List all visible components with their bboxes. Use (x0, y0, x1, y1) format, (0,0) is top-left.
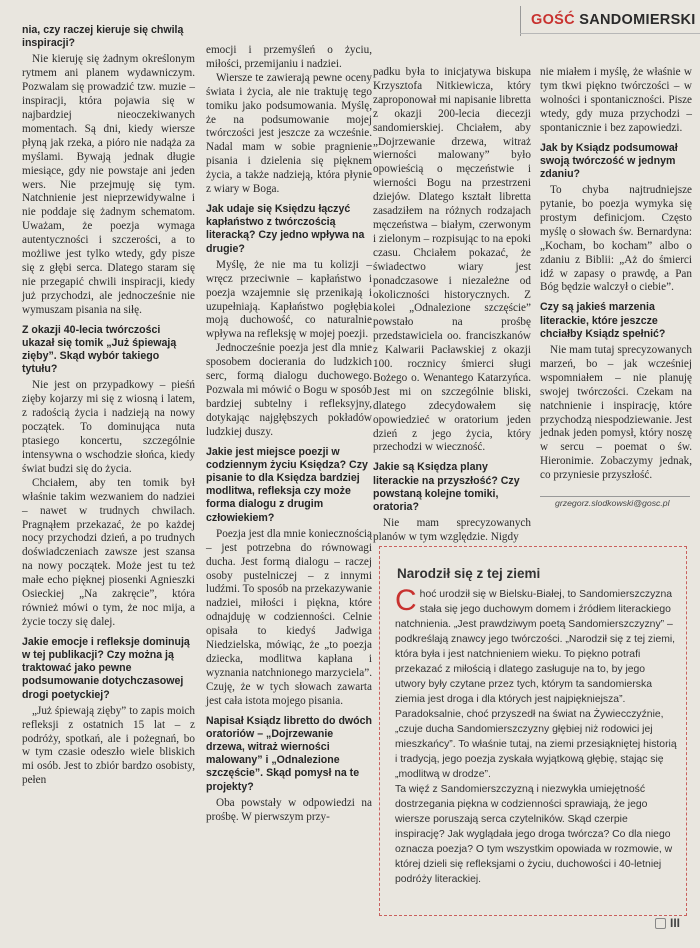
answer: Wiersze te zawierają pewne oceny świata i życia, ale nie traktuję tego tomiku jako podsumowania. Myślę, że na podsumowanie mojej twórczości jest jeszcze za wcześnie. Nadal mam w sobie pragnienie pisania i dzielenia się pięknem życia, a także nadzieją, która płynie z wiary w Boga. (206, 71, 372, 196)
answer: Jednocześnie poezja jest dla mnie sposobem docierania do ludzkich serc, formą dialogu duchowego. Pozwala mi mówić o Bogu w sposób bardziej subtelny i refleksyjny, dotykając najgłębszych pokładów ludzkiej duszy. (206, 342, 372, 438)
box-paragraph-text: hoć urodził się w Bielsku-Białej, to Sandomierszczyzna stała się jego duchowym domem i źródłem literackiego natchnienia. „Jest prawdziwym poetą Sandomierszczyzny” – podkreślają znawcy jego twórczości. „Narodził się z tej ziemi, która była i jest natchnieniem wieku. To piękno potrafi przekazać z miłością i dlatego zasługuje na to, by jego utwory były czytane przez tych, którym ta sandomierska ziemia jest droga i dla których jest najpiękniejsza”. (395, 589, 676, 705)
answer: emocji i przemyśleń o życiu, miłości, przemijaniu i nadziei. (206, 44, 372, 70)
answer: padku była to inicjatywa biskupa Krzysztofa Nitkiewicza, który zaproponował mi napisanie libretta z okazji 200-lecia diecezji sandomierskiej. Chciałem, aby „Dojrzewanie drzewa, witraż wierności malowany” było opowieścią o męczeństwie i wierności Bogu na przestrzeni dziejów. Dlatego kształt libretta zasadziłem na różnych rodzajach męczeństwa – białym, czerwonym i zielonym – rozpisując to na epoki czasu. Chciałem pokazać, że świadectwo wiary jest ponadczasowe i niezależne od okoliczności historycznych. Z kolei „Odnalezione szczęście” powstało na prośbę przedstawiciela oo. franciszkanów z Kalwarii Pacławskiej z okazji 100. rocznicy śmierci sługi Bożego o. Wenantego Katarzyńca. Jest mi on szczególnie bliski, dlatego zdecydowałem się opowiedzieć w oratorium jeden dzień z jego życia, który przechodzi w wieczność. (373, 66, 531, 454)
answer: Oba powstały w odpowiedzi na prośbę. W pierwszym przy- (206, 796, 372, 823)
top-rule (520, 33, 700, 34)
question: Jakie emocje i refleksje dominują w tej publikacji? Czy można ją traktować jako pewne podsumowanie dotychczasowej drogi poetyckiej? (22, 635, 190, 701)
masthead-gosc: GOŚĆ (531, 12, 575, 28)
column-2 (206, 44, 372, 825)
author-email: grzegorz.slodkowski@gosc.pl (555, 498, 670, 508)
masthead-name: SANDOMIERSKI (579, 12, 696, 28)
question: Jakie są Księdza plany literackie na przyszłość? Czy powstaną kolejne tomiki, oratoria? (373, 461, 520, 513)
column-3 (373, 66, 531, 545)
drop-cap: C (395, 584, 417, 617)
question: Jak udaje się Księdzu łączyć kapłaństwo z twórczością literacką? Czy jedno wpływa na drugie? (206, 202, 365, 255)
answer: Nie mam sprecyzowanych planów w tym względzie. Nigdy (373, 517, 531, 544)
box-text (395, 584, 677, 887)
question: Jakie jest miejsce poezji w codziennym życiu Księdza? Czy pisanie to dla Księdza bardziej modlitwa, refleksja czy może forma dialogu z drugim człowiekiem? (206, 445, 368, 524)
question: Czy są jakieś marzenia literackie, które jeszcze chciałby Ksiądz spełnić? (540, 301, 666, 340)
answer: Myślę, że nie ma tu kolizji – wręcz przeciwnie – kapłaństwo i poezja wzajemnie się przenikają i uzupełniają. Kapłaństwo pogłębia moją duchowość, co naturalnie wpływa na refleksję w mojej poezji. (206, 258, 372, 341)
masthead-title (531, 12, 696, 28)
box-paragraph (395, 584, 677, 707)
column-4 (540, 66, 692, 483)
question: Napisał Ksiądz libretto do dwóch oratoriów – „Dojrzewanie drzewa, witraż wierności malowany” i „Odnalezione szczęście”. Skąd pomysł na te projekty? (206, 714, 372, 793)
box-title: Narodził się z tej ziemi (397, 566, 541, 581)
box-paragraph: Paradoksalnie, choć przyszedł na świat na Żywiecczyźnie, „czuje ducha Sandomierszczyzny głębiej niż rodowici jej mieszkańcy”. To właśnie tutaj, na ziemi przesiąkniętej historią i tradycją, jego poezja zyskała wyjątkową głębię, stając się „modlitwą w drodze”. (395, 709, 677, 780)
answer: Chciałem, aby ten tomik był właśnie takim wezwaniem do nadziei – nawet w trudnych chwilach. Pragnąłem przekazać, że po każdej nocy przychodzi dzień, a po trudnych doświadczeniach zawsze jest szansa na nowy początek. Może jest tu też małe echo pięknej piosenki Agnieszki Osieckiej „Na zakręcie”, która również mówi o tym, że noc mija, a życie toczy się dalej. (22, 476, 195, 628)
page-icon (655, 918, 666, 929)
column-1 (22, 24, 195, 788)
answer: Nie kieruję się żadnym określonym rytmem ani planem wydawniczym. Pozwalam się prowadzić tzw. muzie – inspiracji, która pojawia się w najbardziej nieoczekiwanych momentach. Są dni, kiedy wiersze płyną jak rzeka, a pióro nie nadąża za myślami. Bywają jednak długie miesiące, gdy nie powstaje ani jeden wers. Nie przejmuję się tym. Natchnienie jest nieprzewidywalne i nie poddaje się żadnym schematom. Uważam, że poezja wymaga autentyczności i szczerości, a to możliwe jest tylko wtedy, gdy pisze się z głębi serca. Dlatego staram się nie przegapić chwili inspiracji, kiedy już przychodzi, ale jednocześnie nie wymuszam pisania na siłę. (22, 53, 195, 316)
answer: To chyba najtrudniejsze pytanie, bo poezja wymyka się prostym definicjom. Często myślę o słowach św. Bernardyna: „Kocham, bo kocham” albo o zdaniu z Biblii: „Aż do śmierci idź w zapasy o prawdę, a Pan Bóg będzie walczył o ciebie”. (540, 184, 692, 294)
box-paragraph: Ta więź z Sandomierszczyzną i niezwykła umiejętność dostrzegania piękna w codzienności sprawiają, że jego wiersze poruszają serca czytelników. Skąd czerpie inspirację? Jak wyglądała jego droga twórcza? Co dla niego oznacza poezja? O tym wszystkim opowiada w rozmowie, w której dzieli się refleksjami o życiu, duchowości i 40-letniej podróży literackiej. (395, 784, 673, 885)
question: Jak by Ksiądz podsumował swoją twórczość w jednym zdaniu? (540, 141, 678, 180)
masthead (520, 6, 700, 36)
answer: „Już śpiewają zięby” to zapis moich refleksji z ostatnich 15 lat – z podróży, spotkań, ale i pożegnań, bo w tym czasie odeszło wiele bliskich mi osób. Jest to zbiór bardzo osobisty, pełen (22, 704, 195, 787)
answer: Poezja jest dla mnie koniecznością – jest potrzebna do równowagi ducha. Jest formą dialogu – raczej osoby pustelniczej – z innymi ludźmi. To sposób na przekazywanie nadziei, miłości i piękna, które odnajduję w codzienności. Celnie opisała to kiedyś Jadwiga Niedzielska, mówiąc, że „to poezja dziecka, modlitwa kapłana i wyznania natchnionego marzyciela”. Czuję, że w tych słowach zawarta jest cała istota mojego pisania. (206, 527, 372, 707)
answer: nie miałem i myślę, że właśnie w tym tkwi piękno twórczości – w wolności i spontaniczności. Pisze wtedy, gdy muza przychodzi – spontanicznie i bez zapowiedzi. (540, 66, 692, 134)
question: nia, czy raczej kieruje się chwilą inspiracji? (22, 24, 184, 50)
answer: Nie jest on przypadkowy – pieśń zięby kojarzy mi się z wiosną i latem, z radością życia i nadzieją na nowy początek. To dominująca nuta ptasiego koncertu, szczególnie intensywna o wschodzie słońca, kiedy świat budzi się do życia. (22, 379, 195, 475)
page-number: III (670, 916, 681, 930)
question: Z okazji 40-lecia twórczości ukazał się tomik „Już śpiewają zięby”. Skąd wybór takiego tytułu? (22, 323, 177, 376)
answer: Nie mam tutaj sprecyzowanych marzeń, bo – jak wcześniej wspomniałem – nie planuję swojej twórczości. Czekam na natchnienie i inspirację, które przychodzą niespodziewanie. Jest jednak jeden pomysł, który noszę w sercu – poemat o św. Hieronimie. Zobaczymy jednak, co przyniesie przyszłość. (540, 344, 692, 482)
email-rule (540, 496, 690, 497)
